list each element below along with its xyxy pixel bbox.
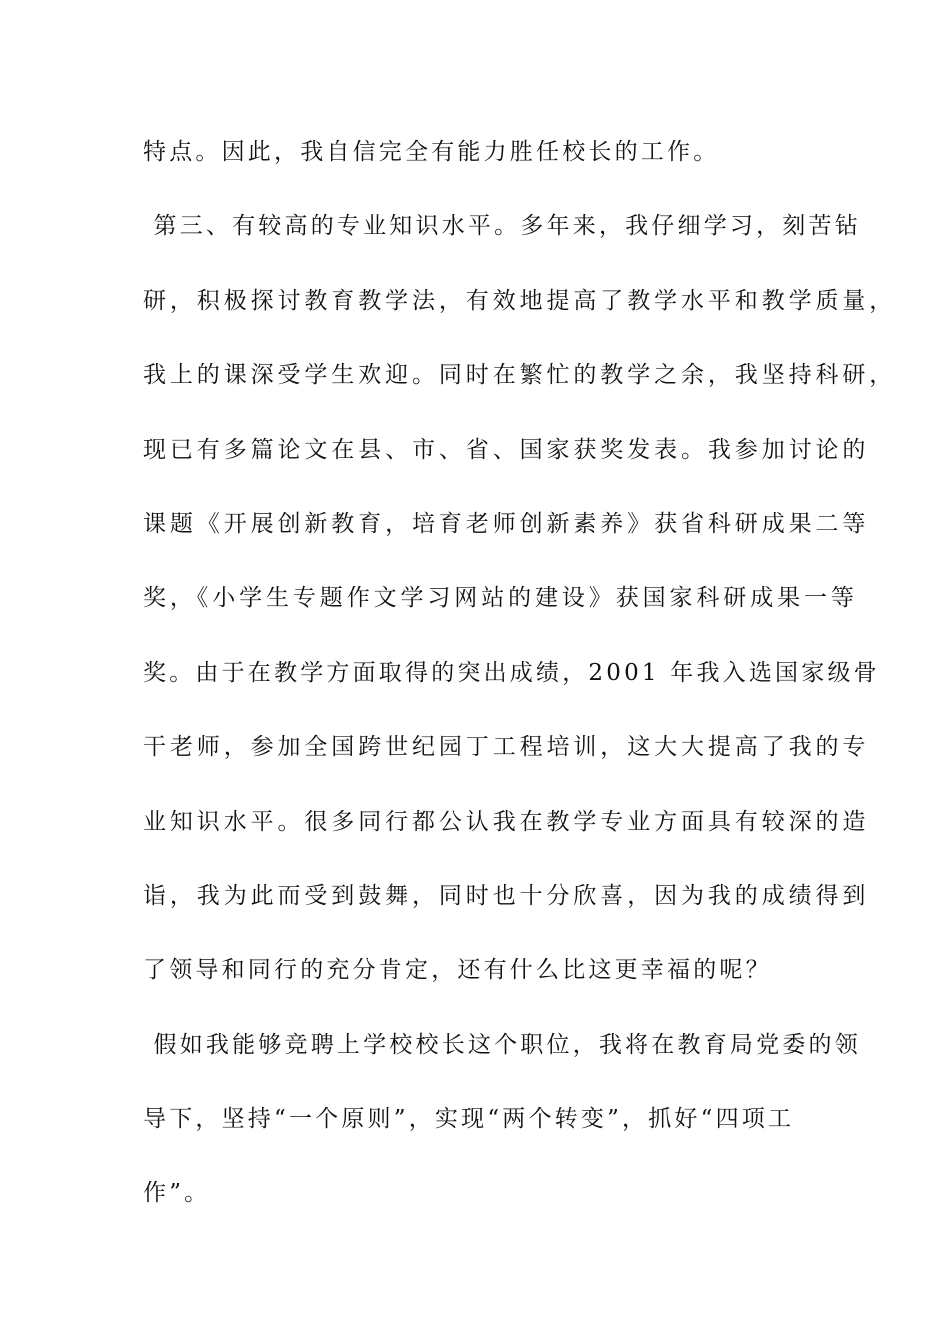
text-line: 我上的课深受学生欢迎。同时在繁忙的教学之余，我坚持科研，	[143, 362, 897, 389]
text-line: 导下，坚持“一个原则”，实现“两个转变”，抓好“四项工	[143, 1106, 795, 1133]
text-line: 研，积极探讨教育教学法，有效地提高了教学水平和教学质量，	[143, 287, 897, 314]
body-text	[143, 127, 897, 1243]
text-line: 假如我能够竞聘上学校校长这个职位，我将在教育局党委的领	[143, 1031, 861, 1058]
text-line: 业知识水平。很多同行都公认我在教学专业方面具有较深的造	[143, 808, 870, 835]
text-line: 奖。由于在教学方面取得的突出成绩，2001 年我入选国家级骨	[143, 659, 880, 686]
text-line: 了领导和同行的充分肯定，还有什么比这更幸福的呢？	[143, 957, 772, 984]
text-line: 第三、有较高的专业知识水平。多年来，我仔细学习，刻苦钻	[143, 213, 861, 240]
text-line: 现已有多篇论文在县、市、省、国家获奖发表。我参加讨论的	[143, 436, 870, 463]
text-line: 课题《开展创新教育，培育老师创新素养》获省科研成果二等	[143, 510, 870, 537]
text-line: 奖，《小学生专题作文学习网站的建设》获国家科研成果一等	[143, 585, 858, 612]
text-line: 干老师，参加全国跨世纪园丁工程培训，这大大提高了我的专	[143, 734, 870, 761]
text-line: 特点。因此，我自信完全有能力胜任校长的工作。	[143, 139, 720, 165]
text-line: 诣，我为此而受到鼓舞，同时也十分欣喜，因为我的成绩得到	[143, 882, 870, 909]
text-line: 作”。	[143, 1180, 211, 1207]
